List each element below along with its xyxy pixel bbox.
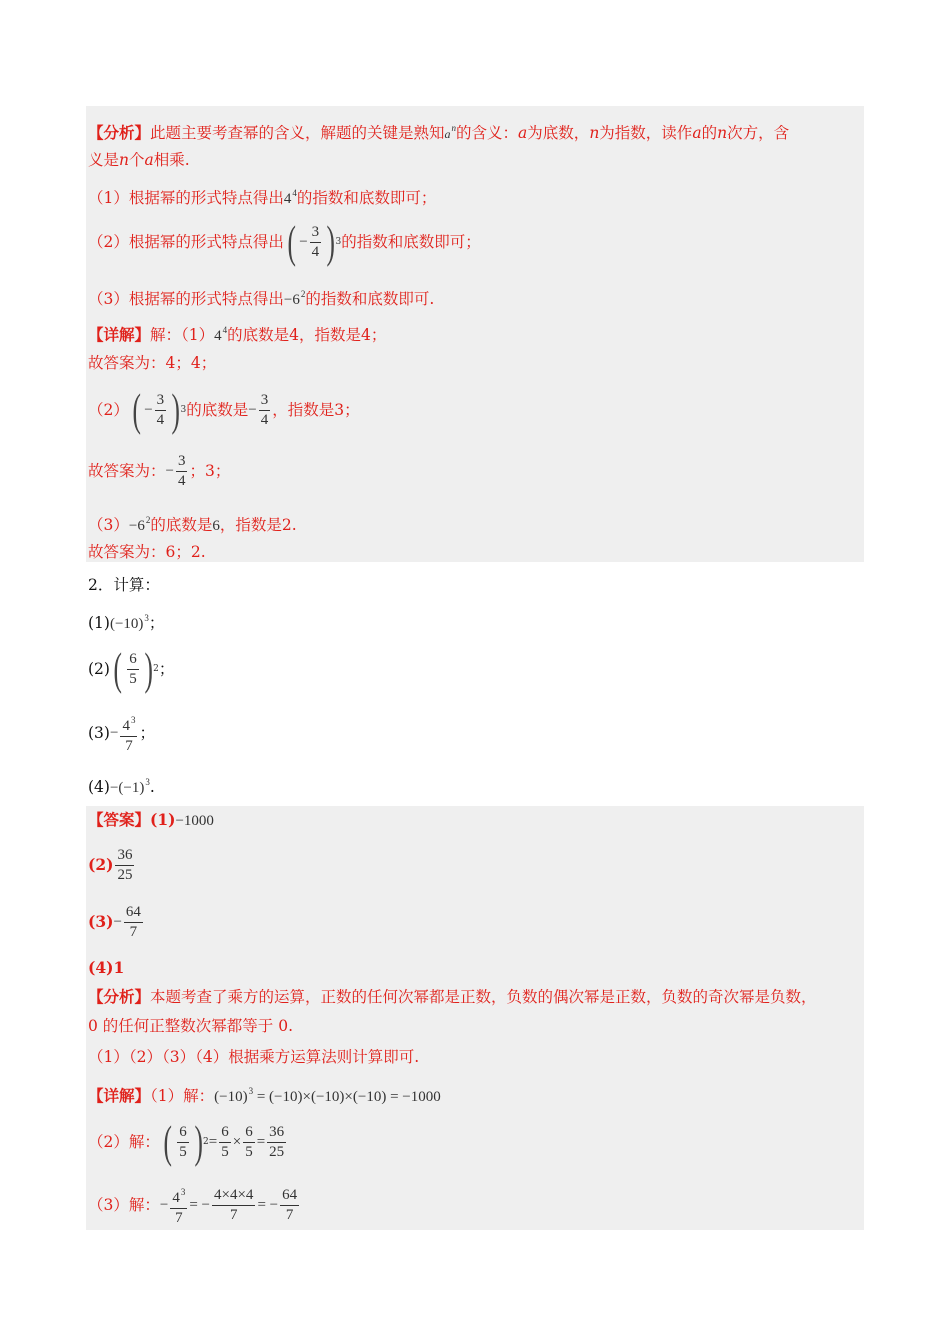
question-item-3: (3) − $\frac{4^3}{7}$ ； bbox=[88, 710, 155, 756]
answer-line2: (2) $\frac{36}{25}$ bbox=[88, 846, 133, 883]
fraction: $\frac{3}{4}$ bbox=[311, 223, 320, 260]
question-item-1: $(1)(-10)^3$； bbox=[88, 613, 165, 632]
detail2-line3: （3）解： − $\frac{4^3}{7}$ = − $\frac{4\times 4\times 4}{7}$ = − $\frac{64}{7}$ bbox=[88, 1182, 301, 1228]
detail1-line3: $(3)-6^2$的底数是6，指数是2. bbox=[88, 515, 297, 534]
analysis2-line3: （1）（2）（3）（4）根据乘方运算法则计算即可. bbox=[88, 1048, 420, 1066]
answer-line4: (4)1 bbox=[88, 958, 125, 977]
detail1-answer2: 故答案为： − $\frac{3}{4}$ ；3； bbox=[88, 452, 231, 489]
math-expr: $-6^2$ bbox=[283, 289, 306, 308]
analysis-tag: 【分析】 bbox=[88, 123, 151, 142]
power-symbol: $a^n$ bbox=[444, 123, 457, 141]
analysis1-line1: 【分析】此题主要考查幂的含义，解题的关键是熟知$a^n$的含义：a为底数，n为指数，读作a的n次方，含 bbox=[88, 123, 790, 142]
analysis1-step1: （1）根据幂的形式特点得出$4^4$的指数和底数即可； bbox=[88, 188, 437, 207]
question-item-4: $(4)-(-1)^3$. bbox=[88, 777, 155, 796]
detail1-line1: 【详解】解：$(1)4^4$的底数是4，指数是4； bbox=[88, 325, 387, 344]
math-expr: $4^4$ bbox=[283, 188, 297, 207]
detail1-answer1: 故答案为：4；4； bbox=[88, 354, 217, 372]
analysis2-line2: 0 的任何正整数次幂都等于 0. bbox=[88, 1017, 294, 1035]
analysis1-line2: 义是n个a相乘. bbox=[88, 151, 190, 169]
analysis1-step2: （2）根据幂的形式特点得出 ( − $\frac{3}{4}$ ) 3 的指数和底数即可； bbox=[88, 216, 481, 267]
detail2-line1: 【详解】（1）解：$(-10)^3 = (-10)\times(-10)\times(-10) = -1000$ bbox=[88, 1086, 441, 1105]
detail1-line2: （2） ( − $\frac{3}{4}$ ) 3 的底数是 − $\frac{3}{4}$ ，指数是3； bbox=[88, 384, 360, 435]
analysis1-step3: （3）根据幂的形式特点得出$-6^2$的指数和底数即可. bbox=[88, 289, 435, 308]
answer-line1: 【答案】(1)−1000 bbox=[88, 810, 214, 829]
right-paren: ) bbox=[326, 216, 336, 267]
question-item-2: (2) ( $\frac{6}{5}$ ) 2 ； bbox=[88, 643, 175, 694]
detail-tag: 【详解】 bbox=[88, 325, 151, 344]
left-paren: ( bbox=[287, 216, 296, 267]
analysis2-line1: 【分析】本题考查了乘方的运算，正数的任何次幂都是正数，负数的偶次幂是正数，负数的奇次幂是负数， bbox=[88, 987, 817, 1006]
question-title: 2．计算： bbox=[88, 576, 160, 594]
detail2-line2: （2）解： ( $\frac{6}{5}$ ) 2 = $\frac{6}{5}$ × $\frac{6}{5}$ = $\frac{36}{25}$ bbox=[88, 1116, 285, 1167]
answer-line3: (3) − $\frac{64}{7}$ bbox=[88, 903, 141, 940]
detail1-answer3: 故答案为：6；2. bbox=[88, 543, 206, 561]
answer-tag: 【答案】 bbox=[88, 810, 151, 829]
